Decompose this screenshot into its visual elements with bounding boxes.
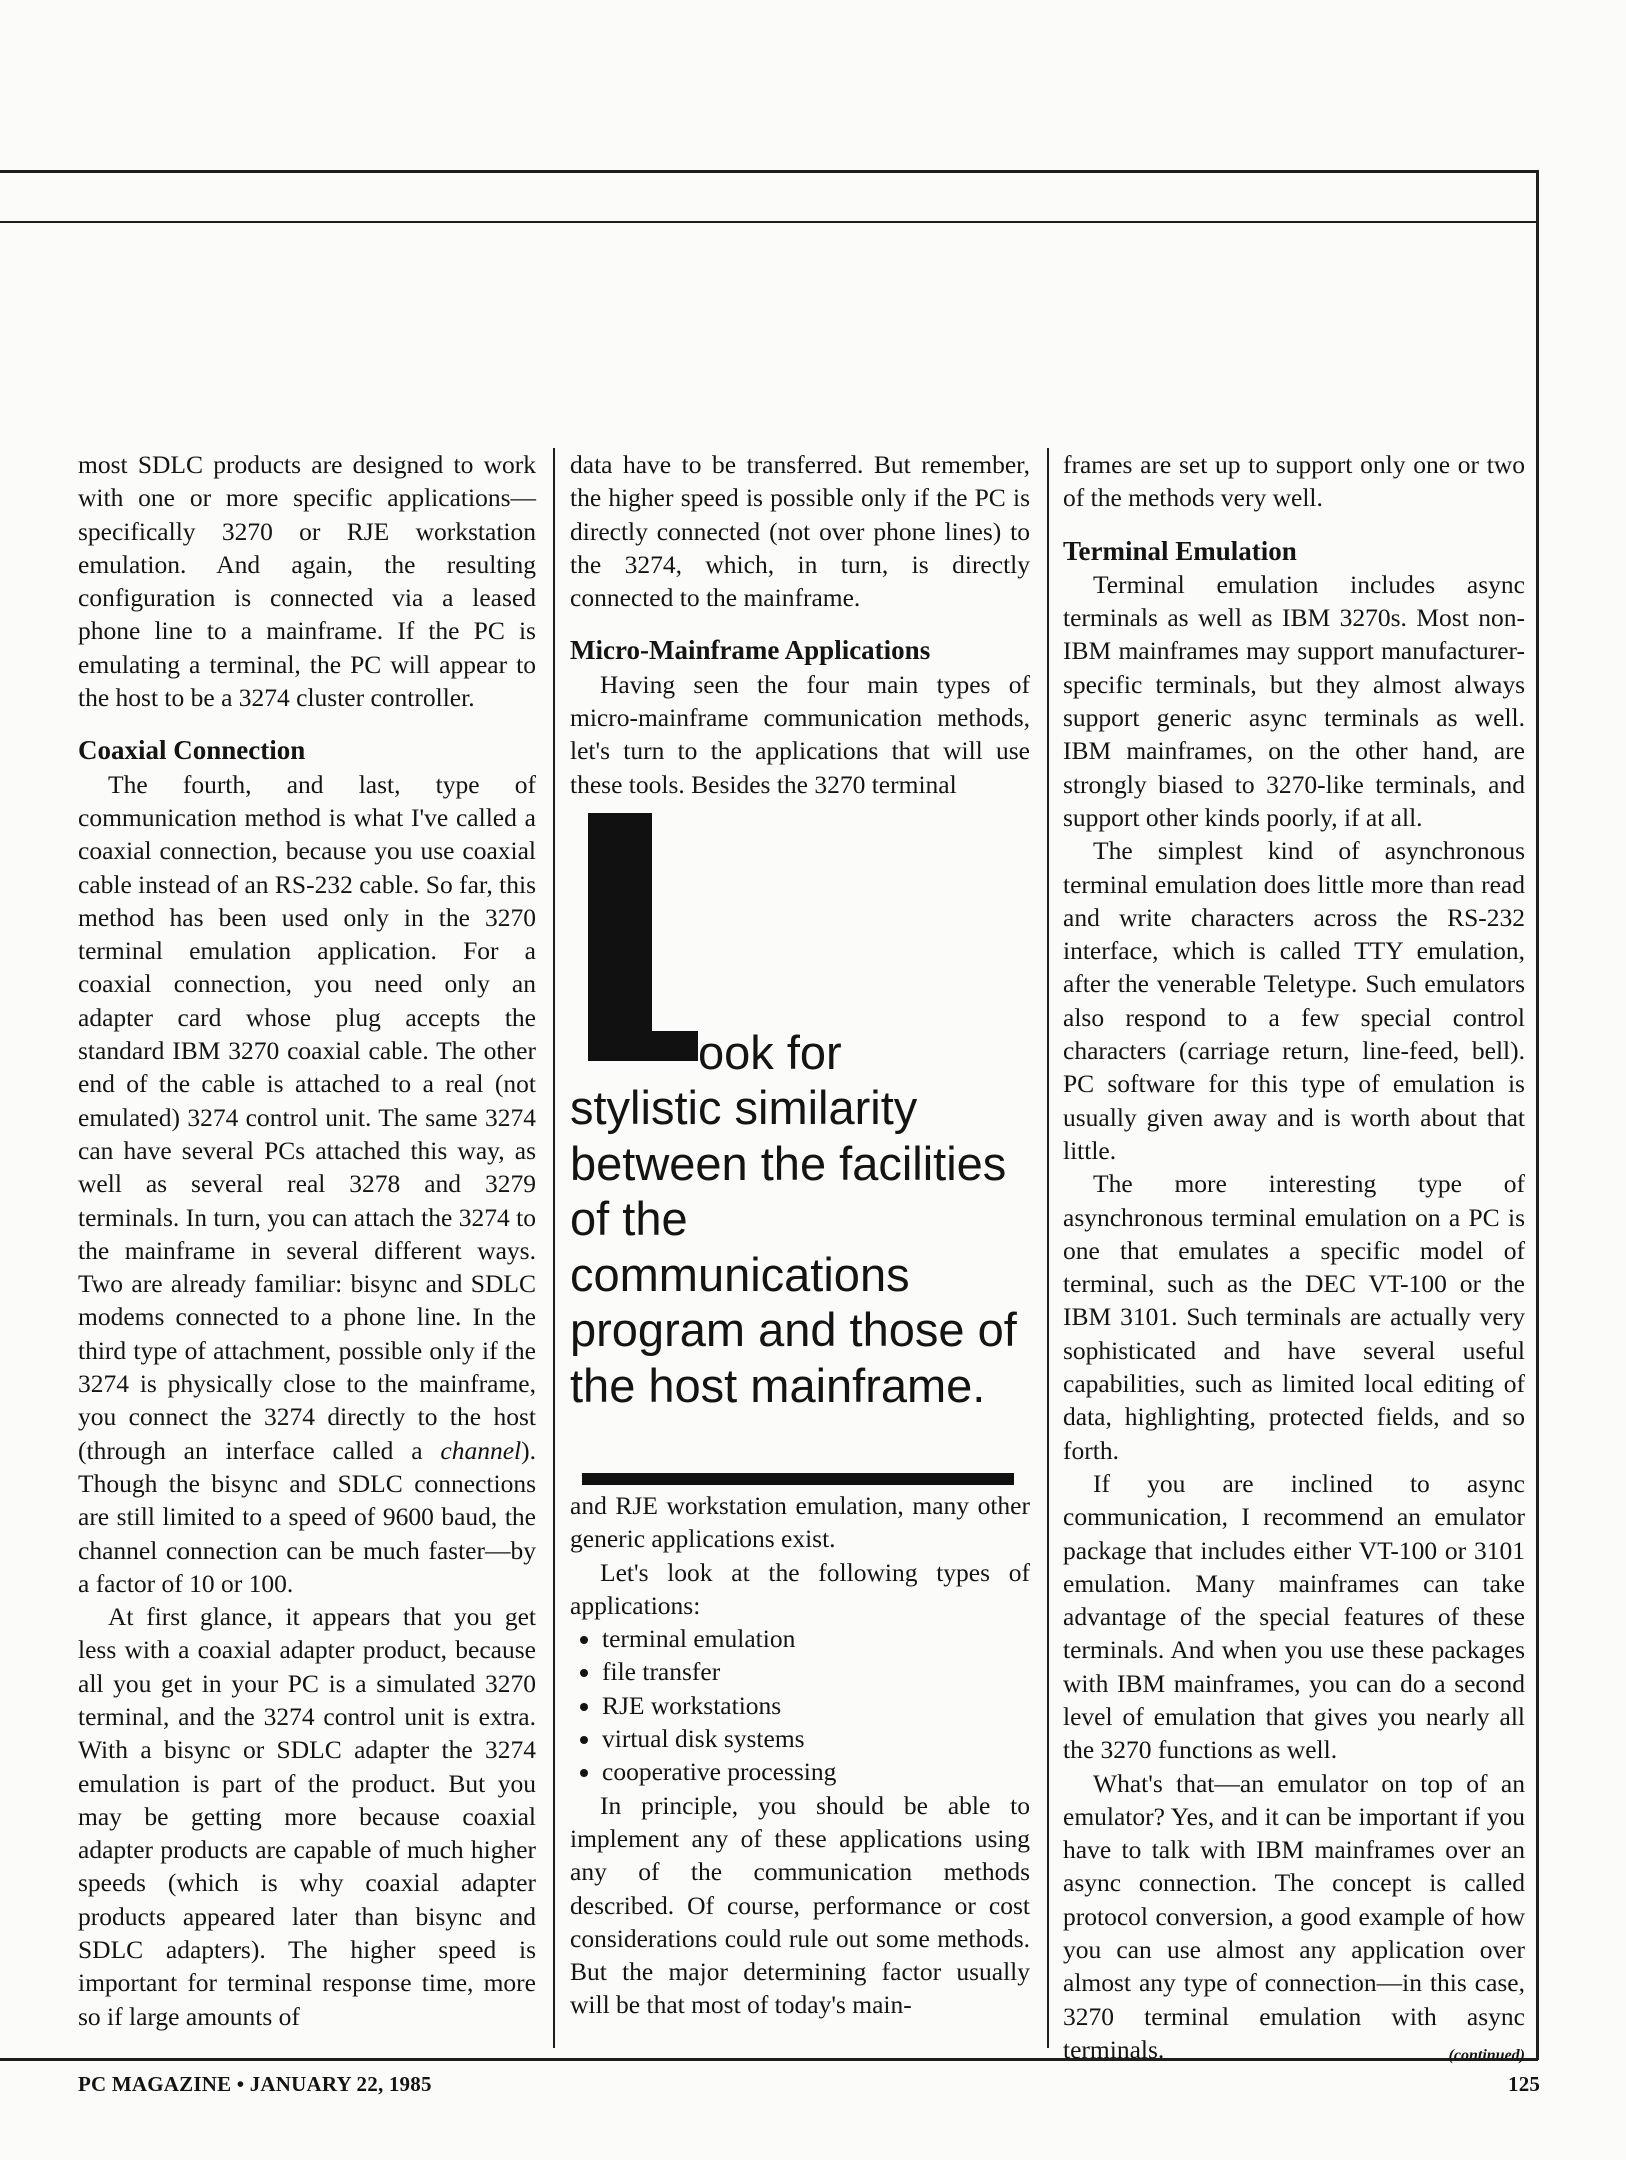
drop-cap-l <box>588 813 652 1061</box>
column-1 <box>78 448 536 2033</box>
column-divider-2 <box>1047 448 1049 2048</box>
top-rule <box>0 170 1538 173</box>
paragraph: At first glance, it appears that you get less with a coaxial adapter product, because all you get in your PC is a simulated 3270 terminal, and the 3274 control unit is extra. With a bisync or SDLC adapter the 3274 emulation is part of the product. But you may be getting more because coaxial adapter products are capable of much higher speeds (which is why coaxial adapter products appeared later than bisync and SDLC adapters). The higher speed is important for terminal response time, more so if large amounts of <box>78 1602 536 2031</box>
emphasis-term: channel <box>440 1435 522 1465</box>
section-heading-terminal-emulation: Terminal Emulation <box>1063 535 1297 566</box>
paragraph: If you are inclined to async communication, I recommend an emulator package that includes either VT-100 or 3101 emulation. Many mainframes can take advantage of the special features of these terminals. And when you use these packages with IBM mainframes, you can do a second level of emulation that gives you nearly all the 3270 functions as well. <box>1063 1468 1525 1765</box>
list-item: terminal emulation <box>578 1622 1030 1655</box>
page-number: 125 <box>1508 2072 1541 2096</box>
column-3 <box>1063 448 1525 2072</box>
continued-marker: (continued) <box>1448 2046 1525 2064</box>
right-border <box>1536 170 1539 2060</box>
paragraph: Terminal emulation includes async terminals as well as IBM 3270s. Most non-IBM mainframes may support manufacturer-specific terminals, but they almost always support generic async terminals as well. IBM mainframes, on the other hand, are strongly biased to 3270-like terminals, and support other kinds poorly, if at all. <box>1063 569 1525 832</box>
paragraph: data have to be transferred. But remember, the higher speed is possible only if the PC is directly connected (not over phone lines) to the 3274, which, in turn, is directly connected to the mainframe. <box>570 450 1030 613</box>
list-item: virtual disk systems <box>578 1722 1030 1755</box>
list-item: file transfer <box>578 1655 1030 1688</box>
paragraph: In principle, you should be able to implement any of these applications using any of the communication methods described. Of course, performance or cost considerations could rule out some methods. But the major determining factor usually will be that most of today's main- <box>570 1790 1030 2020</box>
footer-magazine-date: PC MAGAZINE • JANUARY 22, 1985 <box>78 2072 432 2096</box>
paragraph: Having seen the four main types of micro-mainframe communication methods, let's turn to the applications that will use these tools. Besides the 3270 terminal <box>570 669 1030 799</box>
paragraph: The simplest kind of asynchronous terminal emulation does little more than read and write characters across the RS-232 interface, which is called TTY emulation, after the venerable Teletype. Such emulators also respond to a few special control characters (carriage return, line-feed, bell). PC software for this type of emulation is usually given away and is worth about that little. <box>1063 836 1525 1165</box>
pull-quote <box>570 813 1030 1473</box>
list-item: cooperative processing <box>578 1755 1030 1788</box>
paragraph: most SDLC products are designed to work with one or more specific applications—specifically 3270 or RJE workstation emulation. And again, the resulting configuration is connected via a leased phone line to a mainframe. If the PC is emulating a terminal, the PC will appear to the host to be a 3274 cluster controller. <box>78 450 536 713</box>
paragraph: Let's look at the following types of applications: <box>570 1557 1030 1620</box>
column-divider-1 <box>553 448 555 2048</box>
column-2 <box>570 448 1030 2022</box>
section-heading-micro-mainframe: Micro-Mainframe Applications <box>570 635 931 666</box>
list-item: RJE workstations <box>578 1689 1030 1722</box>
paragraph: What's that—an emulator on top of an emulator? Yes, and it can be important if you have to talk with IBM mainframes over an async connection. The concept is called protocol conversion, a good example of how you can use almost any application over almost any type of connection—in this case, 3270 terminal emulation with async terminals. (continued) <box>1063 1767 1525 2067</box>
paragraph: The fourth, and last, type of communication method is what I've called a coaxial connection, because you use coaxial cable instead of an RS-232 cable. So far, this method has been used only in the 3270 terminal emulation application. For a coaxial connection, you need only an adapter card whose plug accepts the standard IBM 3270 coaxial cable. The other end of the cable is attached to a real (not emulated) 3274 control unit. The same 3274 can have several PCs attached this way, as well as several real 3278 and 3279 terminals. In turn, you can attach the 3274 to the mainframe in several different ways. Two are already familiar: bisync and SDLC modems connected to a phone line. In the third type of attachment, possible only if the 3274 is physically close to the mainframe, you connect the 3274 directly to the host (through an interface called a channel). Though the bisync and SDLC connections are still limited to a speed of 9600 baud, the channel connection can be much faster—by a factor of 10 or 100. <box>78 769 536 1598</box>
pull-quote-rule <box>582 1473 1014 1485</box>
header-rule <box>0 221 1538 223</box>
pull-quote-text: ook for stylistic similarity between the facilities of the communications program and those of the host mainframe. <box>570 1025 1017 1412</box>
paragraph: frames are set up to support only one or two of the methods very well. <box>1063 450 1525 513</box>
applications-list <box>570 1622 1030 1788</box>
paragraph: and RJE workstation emulation, many other generic applications exist. <box>570 1490 1030 1554</box>
section-heading-coaxial: Coaxial Connection <box>78 735 306 766</box>
paragraph: The more interesting type of asynchronous terminal emulation on a PC is one that emulates a specific model of terminal, such as the DEC VT-100 or the IBM 3101. Such terminals are actually very sophisticated and have several useful capabilities, such as limited local editing of data, highlighting, protected fields, and so forth. <box>1063 1169 1525 1465</box>
